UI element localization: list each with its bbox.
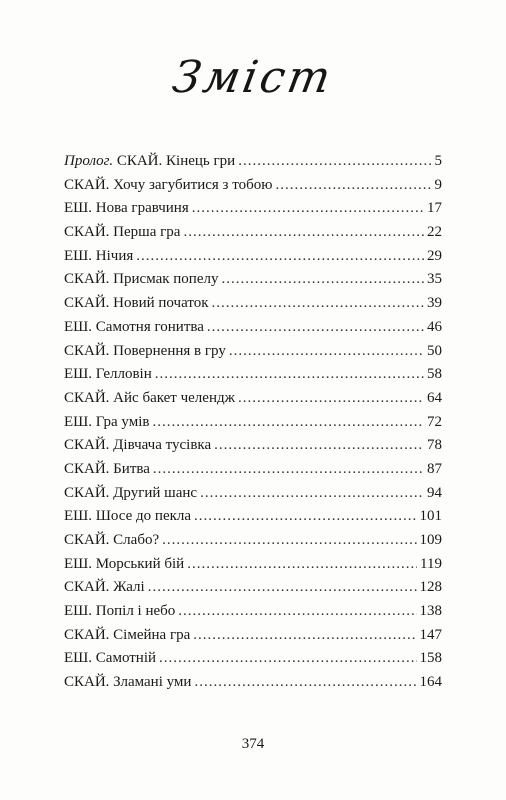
toc-entry — [64, 508, 442, 532]
toc-entry-page: 87 — [427, 460, 442, 477]
toc-entry-title — [64, 485, 197, 502]
page-number: 374 — [241, 736, 265, 752]
toc-entry — [64, 603, 442, 627]
toc-entry-page: 39 — [427, 295, 442, 312]
toc-entry — [64, 437, 442, 461]
toc-entry-title — [64, 414, 149, 431]
toc-entry-page: 158 — [419, 650, 442, 667]
toc-entry — [64, 627, 442, 651]
toc-entry-page: 72 — [427, 413, 442, 430]
toc-entry-prefix: Пролог. — [64, 153, 114, 169]
toc-entry-title — [64, 437, 211, 454]
dot-leader — [162, 532, 416, 549]
toc-entry-text: СКАЙ. Зламані уми — [64, 674, 192, 691]
toc-entry-title — [64, 343, 226, 360]
toc-entry-title — [64, 674, 191, 691]
toc-entry-text: СКАЙ. Новий початок — [64, 295, 209, 312]
toc-entry-title — [64, 390, 235, 407]
dot-leader — [200, 485, 424, 502]
dot-leader — [192, 200, 424, 217]
toc-entry-page: 78 — [427, 437, 442, 454]
toc-entry-page: 17 — [427, 200, 442, 217]
dot-leader — [194, 508, 416, 525]
toc-entry — [64, 271, 442, 295]
toc-entry-page: 22 — [427, 224, 442, 241]
toc-entry-text: СКАЙ. Перша гра — [64, 224, 181, 241]
toc-entry — [64, 319, 442, 343]
toc-entry-text: СКАЙ. Битва — [64, 460, 150, 477]
toc-entry-text: СКАЙ. Сімейна гра — [64, 626, 191, 643]
toc-entry — [64, 674, 442, 698]
toc-entry — [64, 650, 442, 674]
dot-leader — [187, 556, 417, 573]
dot-leader — [178, 603, 416, 620]
toc-entry-text: ЕШ. Нічия — [64, 247, 134, 264]
toc-entry — [64, 556, 442, 580]
toc-entry-page: 9 — [434, 176, 442, 193]
toc-entry — [64, 343, 442, 367]
toc-entry-title — [64, 603, 175, 620]
toc-entry — [64, 153, 442, 177]
toc-entry-title — [64, 650, 156, 667]
toc-entry-title — [64, 366, 152, 383]
toc-entry-text: ЕШ. Нова гравчиня — [64, 200, 189, 217]
toc-entry-page: 109 — [419, 532, 442, 548]
dot-leader — [212, 295, 425, 312]
toc-entry-title — [64, 295, 209, 312]
toc-entry-page: 64 — [427, 389, 442, 406]
toc-entry-title — [64, 248, 133, 265]
toc-entry-text: СКАЙ. Айс бакет челендж — [64, 389, 235, 406]
toc-entry-page: 29 — [427, 247, 442, 264]
dot-leader — [153, 461, 424, 478]
dot-leader — [207, 319, 424, 336]
toc-entry-title — [64, 508, 191, 525]
toc-entry-page: 50 — [427, 342, 442, 359]
toc-entry-text: ЕШ. Попіл і небо — [64, 603, 176, 620]
toc-entry — [64, 579, 442, 603]
dot-leader — [194, 674, 416, 691]
toc-entry — [64, 414, 442, 438]
toc-entry-page: 138 — [419, 603, 442, 620]
dot-leader — [193, 627, 416, 644]
toc-entry-title — [64, 461, 150, 478]
dot-leader — [136, 248, 424, 265]
dot-leader — [148, 579, 417, 596]
toc-entry-text: СКАЙ. Слабо? — [64, 532, 160, 548]
toc-entry-text: ЕШ. Самотня гонитва — [64, 318, 204, 335]
table-of-contents — [64, 153, 442, 698]
toc-entry-title — [64, 224, 180, 241]
toc-entry — [64, 200, 442, 224]
dot-leader — [152, 414, 424, 431]
dot-leader — [214, 437, 424, 454]
dot-leader — [229, 343, 424, 360]
toc-entry-title — [64, 271, 218, 288]
toc-entry-text: ЕШ. Морський бій — [64, 555, 185, 572]
toc-entry — [64, 532, 442, 556]
toc-entry-page: 58 — [427, 366, 442, 383]
toc-entry-text: ЕШ. Шосе до пекла — [64, 508, 192, 525]
toc-entry-page: 119 — [420, 555, 442, 572]
toc-entry-text: СКАЙ. Присмак попелу — [64, 271, 219, 288]
toc-entry — [64, 461, 442, 485]
toc-entry-text: СКАЙ. Дівчача тусівка — [64, 437, 212, 454]
dot-leader — [155, 366, 424, 383]
toc-entry-text: ЕШ. Гелловін — [64, 366, 152, 383]
toc-entry-text: СКАЙ. Кінець гри — [113, 153, 236, 169]
toc-entry-page: 147 — [419, 626, 442, 643]
toc-entry-page: 46 — [427, 318, 442, 335]
toc-entry-page: 128 — [419, 579, 442, 596]
toc-entry — [64, 485, 442, 509]
toc-entry-text: ЕШ. Гра умів — [64, 413, 150, 430]
toc-entry-page: 101 — [419, 508, 442, 525]
toc-entry-title — [64, 200, 189, 217]
toc-entry-page: 164 — [419, 674, 442, 691]
toc-entry-title — [64, 579, 145, 596]
toc-entry-page: 5 — [434, 153, 442, 169]
toc-entry — [64, 295, 442, 319]
toc-entry-text: ЕШ. Самотній — [64, 650, 157, 667]
toc-entry-title — [64, 627, 190, 644]
toc-entry-title — [64, 153, 235, 170]
page-title: Зміст — [168, 52, 338, 103]
dot-leader — [221, 271, 424, 288]
toc-entry-title — [64, 556, 184, 573]
toc-entry — [64, 224, 442, 248]
toc-entry-page: 94 — [427, 484, 442, 501]
dot-leader — [159, 650, 416, 667]
toc-entry-title — [64, 177, 272, 194]
dot-leader — [238, 153, 431, 170]
toc-entry-page: 35 — [427, 271, 442, 288]
dot-leader — [275, 177, 431, 194]
toc-entry-text: СКАЙ. Другий шанс — [64, 484, 198, 501]
toc-entry-title — [64, 319, 204, 336]
toc-entry-text: СКАЙ. Жалі — [64, 579, 145, 596]
toc-entry-text: СКАЙ. Хочу загубитися з тобою — [64, 176, 273, 193]
dot-leader — [183, 224, 424, 241]
toc-entry — [64, 248, 442, 272]
toc-entry — [64, 366, 442, 390]
toc-entry — [64, 177, 442, 201]
toc-entry — [64, 390, 442, 414]
toc-entry-title — [64, 532, 159, 549]
toc-entry-text: СКАЙ. Повернення в гру — [64, 342, 226, 359]
dot-leader — [238, 390, 424, 407]
